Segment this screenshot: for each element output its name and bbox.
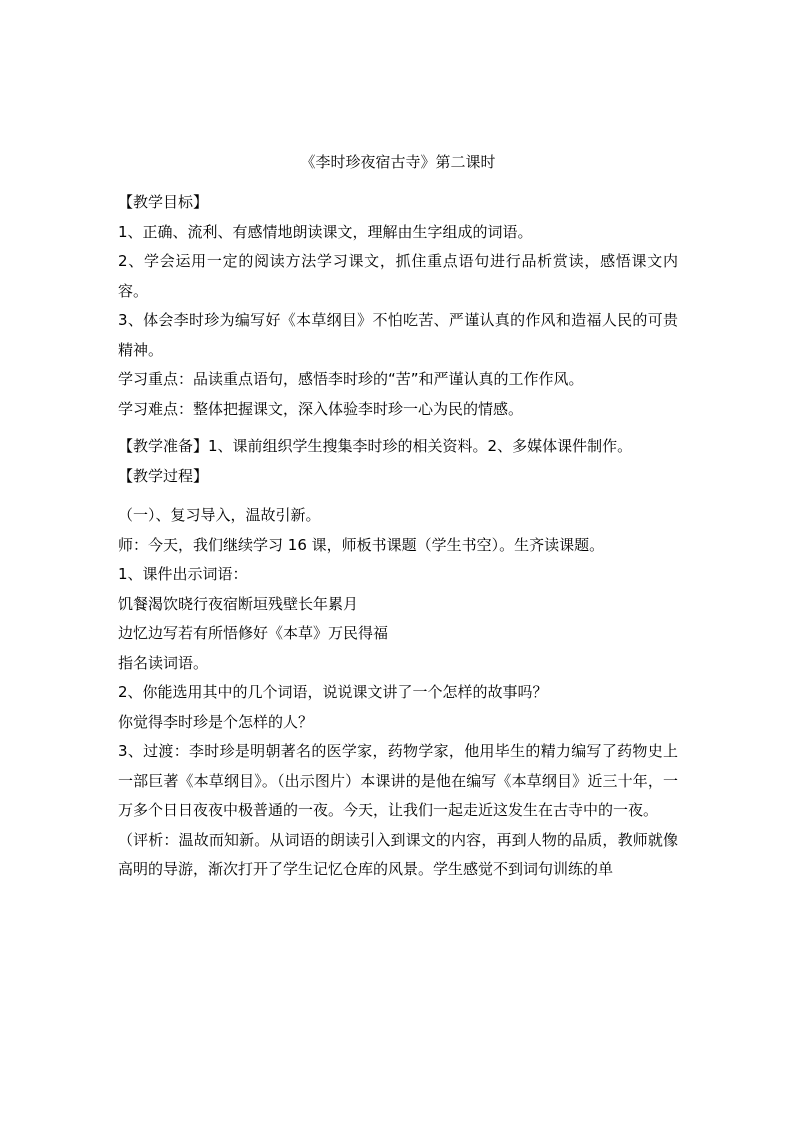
objective-3: 3、体会李时珍为编写好《本草纲目》不怕吃苦、严谨认真的作风和造福人民的可贵精神。 bbox=[118, 311, 678, 359]
comment-paragraph: （评析：温故而知新。从词语的朗读引入到课文的内容，再到人物的品质，教师就像高明的导游，渐次打开了学生记忆仓库的风景。学生感觉不到词句训练的单 bbox=[118, 830, 678, 878]
question-person: 你觉得李时珍是个怎样的人？ bbox=[118, 712, 314, 731]
transition-paragraph: 3、过渡：李时珍是明朝著名的医学家，药物学家，他用毕生的精力编写了药物史上一部巨著《本草纲目》。（出示图片）本课讲的是他在编写《本草纲目》近三十年，一万多个日日夜夜中极普通的一夜。今天，让我们一起走近这发生在古寺中的一夜。 bbox=[118, 742, 678, 819]
step-1: （一）、复习导入，温故引新。 bbox=[118, 506, 321, 524]
objectives-heading: 【教学目标】 bbox=[118, 193, 209, 211]
teacher-intro: 师：今天，我们继续学习 16 课，师板书课题（学生书空）。生齐读课题。 bbox=[118, 535, 605, 554]
vocab-line-2: 边忆边写若有所悟修好《本草》万民得福 bbox=[118, 624, 389, 642]
spacer bbox=[118, 491, 678, 501]
question-2: 2、你能选用其中的几个词语，说说课文讲了一个怎样的故事吗？ bbox=[118, 683, 548, 701]
difficulty: 学习难点：整体把握课文，深入体验李时珍一心为民的情感。 bbox=[118, 399, 524, 418]
preparation: 【教学准备】1、课前组织学生搜集李时珍的相关资料。2、多媒体课件制作。 bbox=[118, 437, 633, 455]
process-heading: 【教学过程】 bbox=[118, 466, 209, 485]
spacer bbox=[118, 424, 678, 432]
vocab-prompt: 1、课件出示词语： bbox=[118, 565, 248, 583]
read-words: 指名读词语。 bbox=[118, 653, 209, 672]
document-title: 《李时珍夜宿古寺》第二课时 bbox=[300, 153, 496, 171]
objective-2: 2、学会运用一定的阅读方法学习课文，抓住重点语句进行品析赏读，感悟课文内容。 bbox=[118, 252, 678, 300]
key-point: 学习重点：品读重点语句，感悟李时珍的“苦”和严谨认真的工作作风。 bbox=[118, 370, 584, 388]
document-body bbox=[118, 150, 678, 885]
vocab-line-1: 饥餐渴饮晓行夜宿断垣残壁长年累月 bbox=[118, 594, 359, 613]
objective-1: 1、正确、流利、有感情地朗读课文，理解由生字组成的词语。 bbox=[118, 222, 533, 241]
